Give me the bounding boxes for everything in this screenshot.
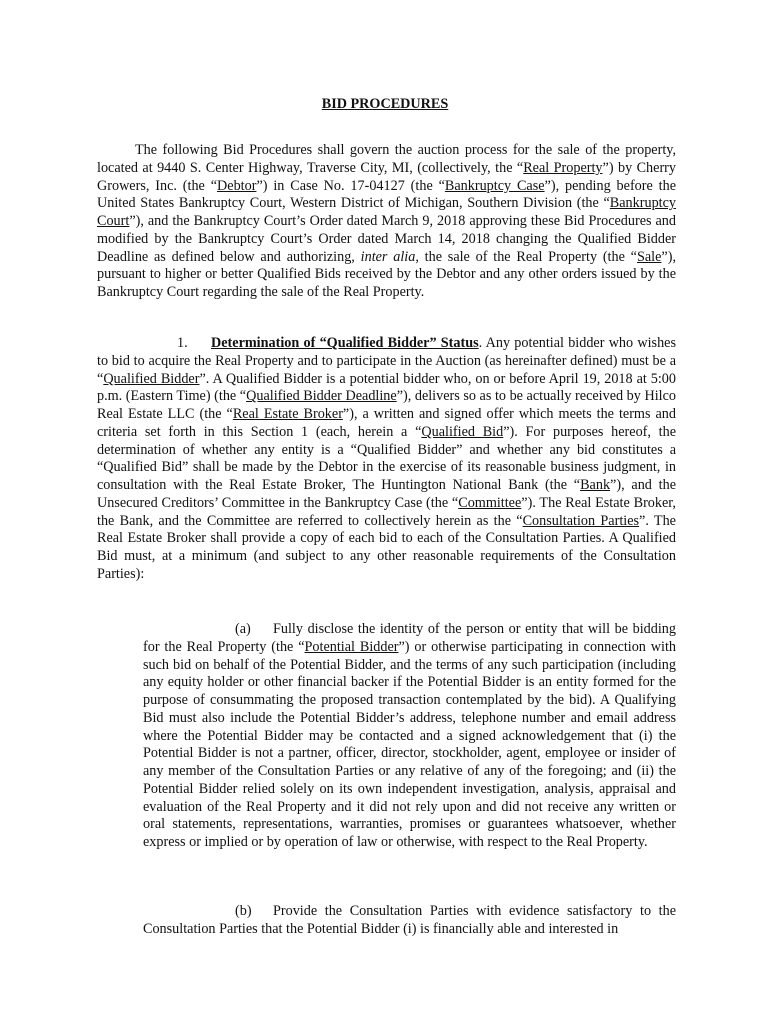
- subsection-a-label: (a): [235, 621, 251, 638]
- italic-inter-alia: inter alia: [360, 248, 416, 265]
- defined-term-bank: Bank: [580, 477, 611, 494]
- section-1-paragraph: 1. Determination of “Qualified Bidder” Status. Any potential bidder who wishes to bid to acquire the Real Property and to participate in the Auction (as hereinafter defined) must be a “Qualified Bidder”. A Qualified Bidder is a potential bidder who, on or before April 19, 2018 at 5:00 p.m. (Eastern Time) (the “Qualified Bidder Deadline”), delivers so as to be actually received by Hilco Real Estate LLC (the “Real Estate Broker”), a written and signed offer which meets the terms and criteria set forth in this Section 1 (each, herein a “Qualified Bid”). For purposes hereof, the determination of whether any entity is a “Qualified Bidder” and whether any bid constitutes a “Qualified Bid” shall be made by the Debtor in the exercise of its reasonable business judgment, in consultation with the Real Estate Broker, The Huntington National Bank (the “Bank”), and the Unsecured Creditors’ Committee in the Bankruptcy Case (the “Committee”). The Real Estate Broker, the Bank, and the Committee are referred to collectively herein as the “Consultation Parties”. The Real Estate Broker shall provide a copy of each bid to each of the Consultation Parties. A Qualified Bid must, at a minimum (and subject to any other reasonable requirements of the Consultation Parties):: [97, 335, 677, 582]
- section-number: 1.: [177, 335, 188, 352]
- document-title: BID PROCEDURES: [321, 96, 449, 112]
- intro-paragraph: The following Bid Procedures shall govern the auction process for the sale of the property, located at 9440 S. Center Highway, Traverse City, MI, (collectively, the “Real Property”) by Cherry Growers, Inc. (the “Debtor”) in Case No. 17-04127 (the “Bankruptcy Case”), pending before the United States Bankruptcy Court, Western District of Michigan, Southern Division (the “Bankruptcy Court”), and the Bankruptcy Court’s Order dated March 9, 2018 approving these Bid Procedures and modified by the Bankruptcy Court’s Order dated March 14, 2018 changing the Qualified Bidder Deadline as defined below and authorizing, inter alia, the sale of the Real Property (the “Sale”), pursuant to higher or better Qualified Bids received by the Debtor and any other orders issued by the Bankruptcy Court regarding the sale of the Real Property.: [97, 142, 676, 301]
- defined-term-qualified-bidder: Qualified Bidder: [103, 370, 200, 387]
- section-heading: Determination of “Qualified Bidder” Status: [211, 335, 479, 352]
- defined-term-sale: Sale: [636, 248, 662, 265]
- defined-term-real-estate-broker: Real Estate Broker: [232, 406, 343, 423]
- defined-term-consultation-parties: Consultation Parties: [522, 512, 640, 529]
- defined-term-qualified-bid: Qualified Bid: [421, 423, 504, 440]
- defined-term-potential-bidder: Potential Bidder: [304, 638, 399, 655]
- defined-term-committee: Committee: [458, 494, 522, 511]
- defined-term-bankruptcy-court: Bankruptcy Court: [97, 195, 676, 230]
- subsection-b-label: (b): [235, 903, 252, 920]
- defined-term-qualified-bidder-deadline: Qualified Bidder Deadline: [246, 388, 397, 405]
- defined-term-bankruptcy-case: Bankruptcy Case: [444, 177, 545, 194]
- subsection-b-paragraph: (b) Provide the Consultation Parties with evidence satisfactory to the Consultation Parties that the Potential Bidder (i) is financially able and interested in: [143, 903, 676, 937]
- defined-term-real-property: Real Property: [523, 159, 603, 176]
- defined-term-debtor: Debtor: [217, 177, 257, 194]
- subsection-a-paragraph: (a) Fully disclose the identity of the person or entity that will be bidding for the Real Property (the “Potential Bidder”) or otherwise participating in connection with such bid on behalf of the Potential Bidder, and the terms of any such participation (including any equity holder or other financial backer if the Potential Bidder is an entity formed for the purpose of consummating the proposed transaction contemplated by the bid). A Qualifying Bid must also include the Potential Bidder’s address, telephone number and email address where the Potential Bidder may be contacted and a signed acknowledgement that (i) the Potential Bidder is not a partner, officer, director, stockholder, agent, employee or insider of any member of the Consultation Parties or any relative of any of the foregoing; and (ii) the Potential Bidder relied solely on its own independent investigation, analysis, appraisal and evaluation of the Real Property and it did not rely upon and did not receive any written or oral statements, representations, warranties, promises or guarantees whatsoever, whether express or implied or by operation of law or otherwise, with respect to the Real Property.: [143, 621, 677, 851]
